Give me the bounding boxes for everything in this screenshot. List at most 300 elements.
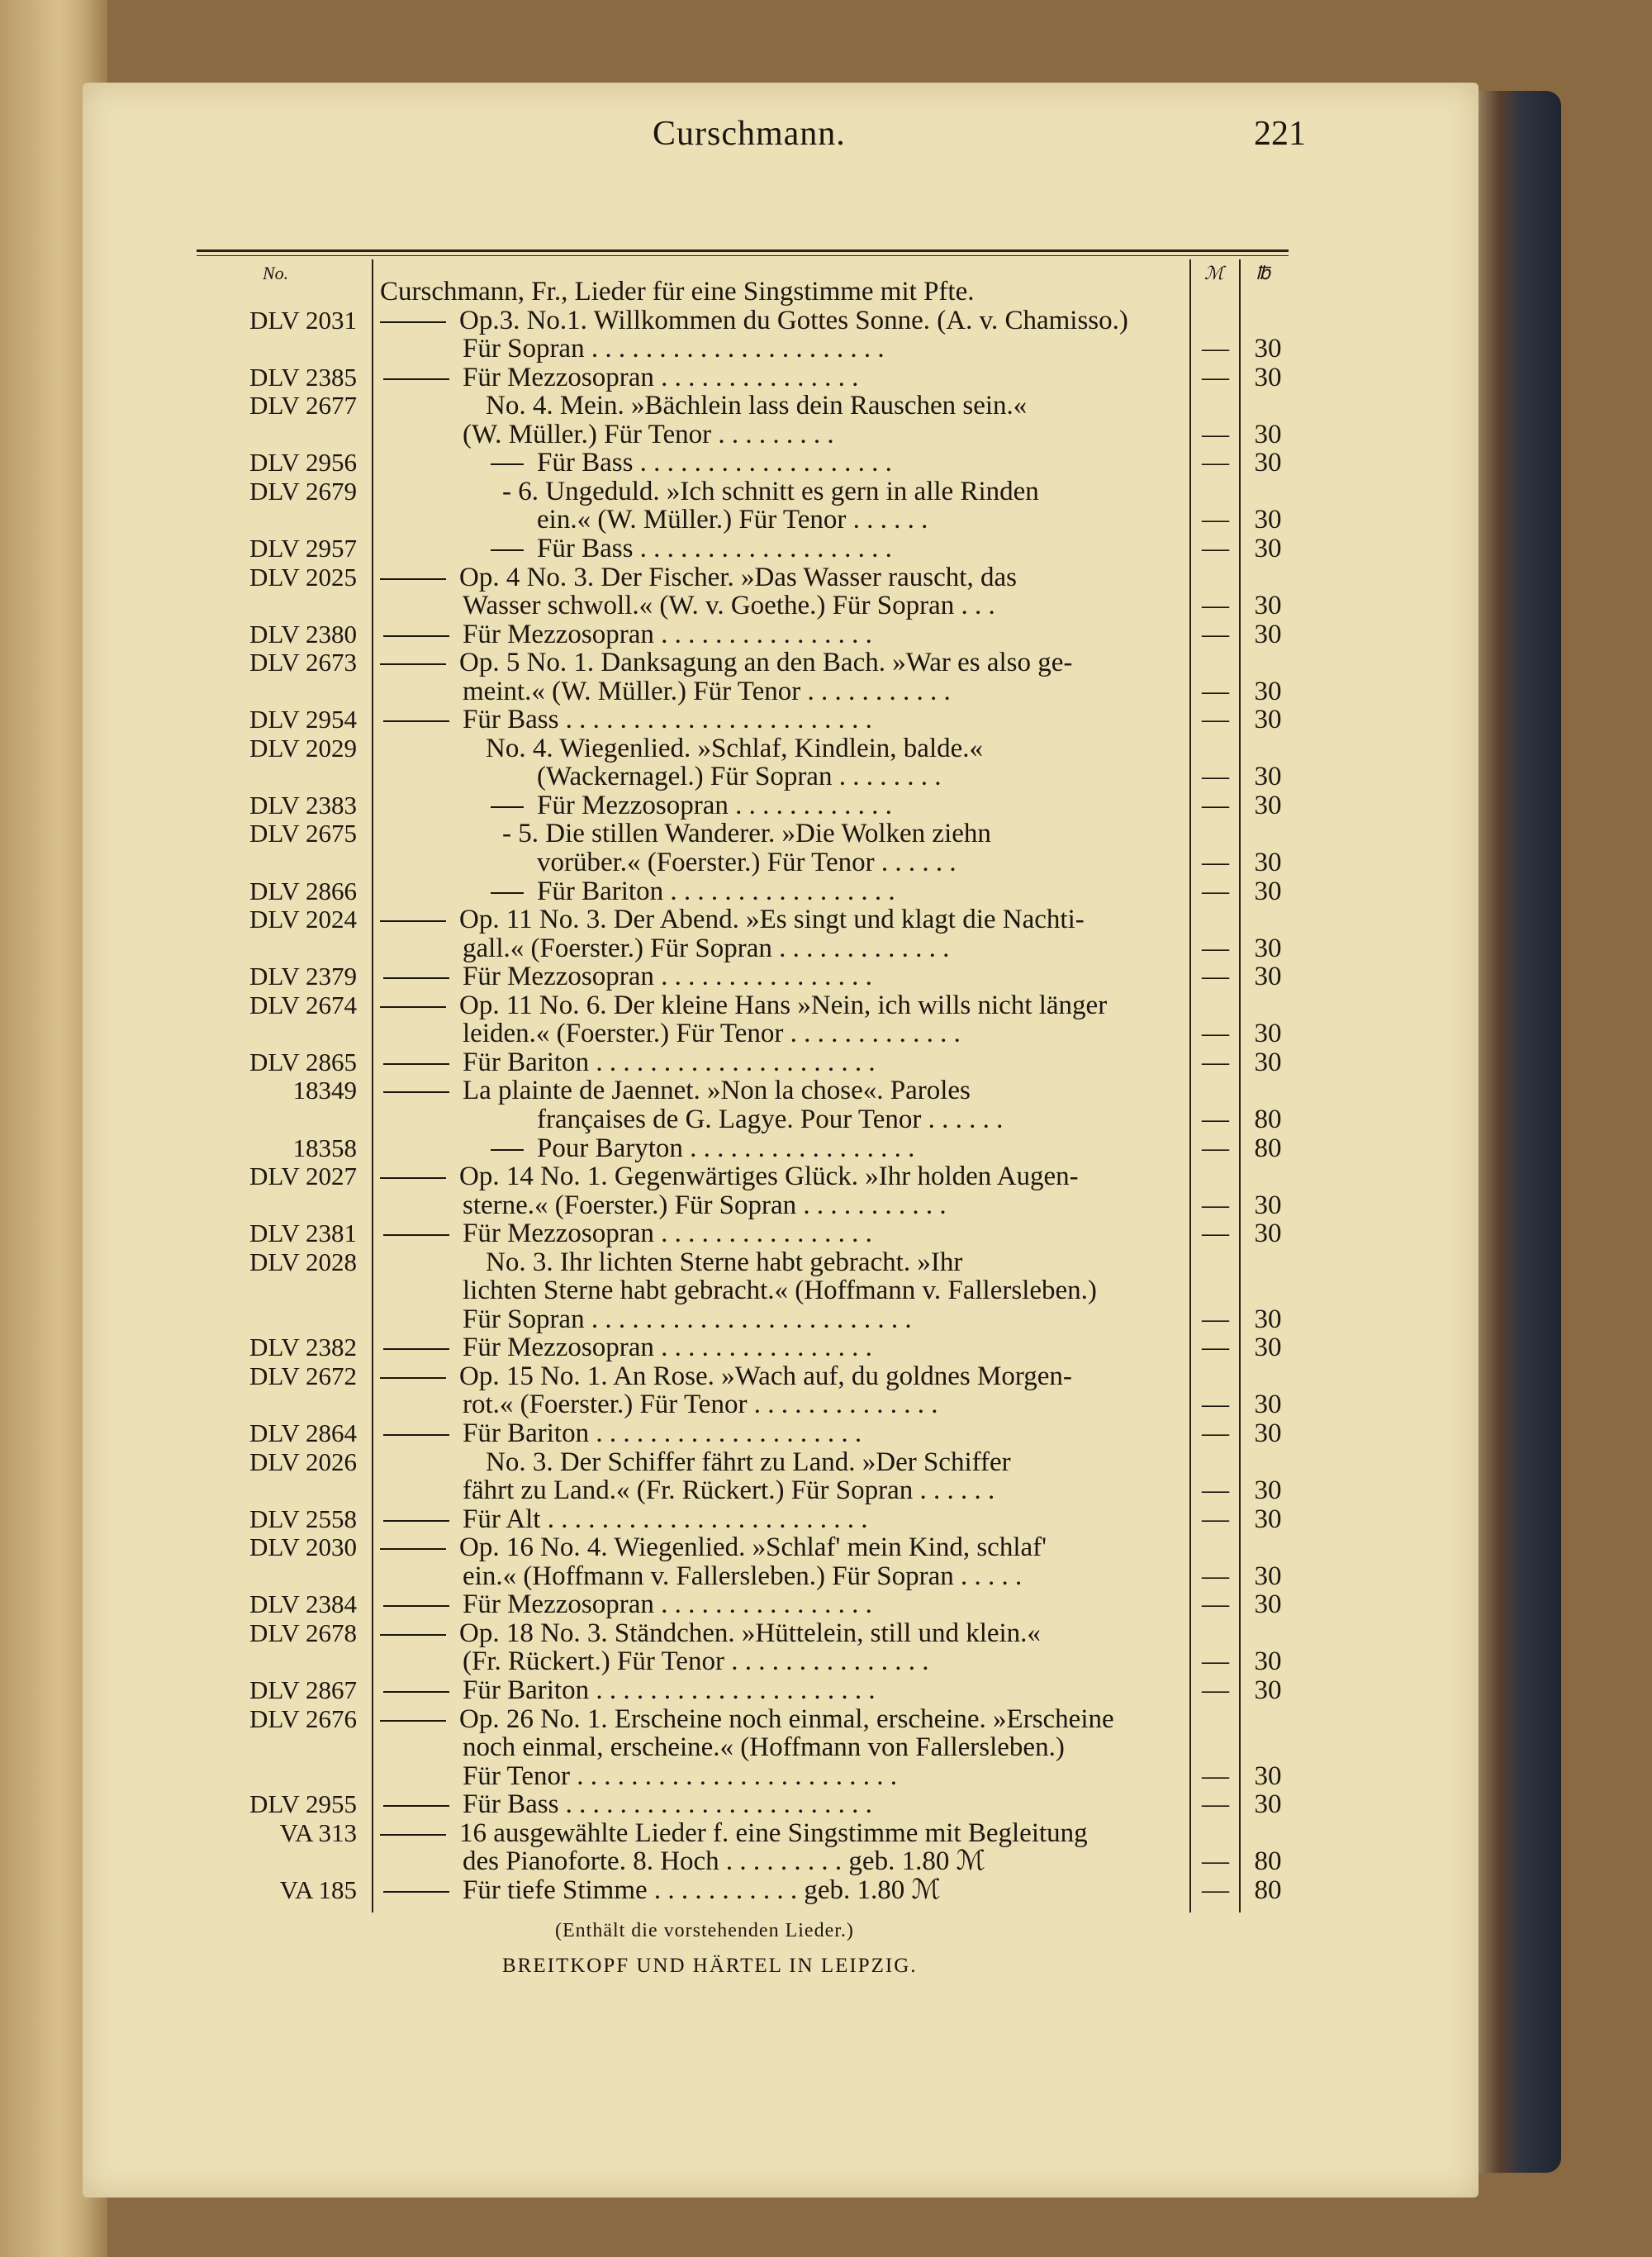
price-pfennig: 80 [1254, 1846, 1282, 1876]
price-pfennig: 30 [1254, 363, 1282, 392]
price-pfennig: 30 [1254, 677, 1282, 706]
catalog-number: 18349 [292, 1076, 357, 1105]
entry-description: Für Bariton . . . . . . . . . . . . . . . . . [537, 877, 895, 906]
ditto-dash [383, 1434, 449, 1436]
price-mark: — [1202, 1019, 1229, 1048]
list-item [0, 1305, 1404, 1333]
price-mark: — [1202, 1675, 1229, 1705]
price-pfennig: 30 [1254, 1675, 1282, 1705]
catalog-number: DLV 2379 [249, 962, 357, 991]
price-mark: — [1202, 934, 1229, 963]
entry-description: Op. 4 No. 3. Der Fischer. »Das Wasser rauscht, das [459, 563, 1017, 592]
entry-description: ein.« (Hoffmann v. Fallersleben.) Für Sopran . . . . . [463, 1561, 1023, 1591]
entry-description: Für Mezzosopran . . . . . . . . . . . . . . . . [463, 1219, 872, 1248]
ditto-dash [491, 1149, 524, 1151]
price-mark: — [1202, 591, 1229, 620]
entry-description: - 5. Die stillen Wanderer. »Die Wolken ziehn [502, 819, 991, 848]
price-mark: — [1202, 1789, 1229, 1819]
entry-description: des Pianoforte. 8. Hoch . . . . . . . . . geb. 1.80 ℳ [463, 1846, 985, 1876]
catalog-number: DLV 2382 [249, 1333, 357, 1361]
price-mark: — [1202, 1761, 1229, 1791]
catalog-number: DLV 2956 [249, 448, 357, 477]
entry-description: No. 3. Ihr lichten Sterne habt gebracht. »Ihr [486, 1247, 963, 1277]
entry-text [383, 1590, 872, 1618]
entry-text [463, 1733, 1065, 1761]
catalog-number: DLV 2675 [249, 819, 357, 848]
entry-text [383, 1048, 876, 1076]
list-item [0, 706, 1404, 734]
ditto-dash [380, 321, 446, 323]
list-item [0, 934, 1404, 962]
entry-text [486, 392, 1027, 420]
entry-text [537, 848, 957, 877]
entry-description: Für Bariton . . . . . . . . . . . . . . . . . . . . . [463, 1048, 876, 1077]
ditto-dash [383, 1520, 449, 1522]
catalog-number: DLV 2031 [249, 306, 357, 335]
entry-text [537, 506, 928, 534]
ditto-dash [380, 1177, 446, 1179]
entry-text [486, 1248, 962, 1276]
price-mark: — [1202, 1333, 1229, 1362]
entry-description: gall.« (Foerster.) Für Sopran . . . . . . . . . . . . . [463, 934, 950, 963]
price-mark: — [1202, 1219, 1229, 1248]
entry-description: (Fr. Rückert.) Für Tenor . . . . . . . . . . . . . . . [463, 1646, 929, 1676]
list-item [0, 1733, 1404, 1761]
running-title: Curschmann. [653, 115, 846, 153]
entry-description: Op. 14 No. 1. Gegenwärtiges Glück. »Ihr holden Augen- [459, 1162, 1079, 1191]
catalog-number: DLV 2029 [249, 734, 357, 763]
price-pfennig: 30 [1254, 1504, 1282, 1534]
entry-description: Op. 26 No. 1. Erscheine noch einmal, erscheine. »Erscheine [459, 1704, 1114, 1734]
ditto-dash [380, 1006, 446, 1008]
entry-text [486, 1448, 1011, 1476]
entry-text [463, 421, 834, 449]
price-mark: — [1202, 677, 1229, 706]
ditto-dash [383, 635, 449, 637]
list-item [0, 1676, 1404, 1704]
price-mark: — [1202, 1133, 1229, 1163]
catalog-number: DLV 2381 [249, 1219, 357, 1247]
price-pfennig: 30 [1254, 534, 1282, 563]
entry-text [380, 278, 974, 306]
list-item [0, 478, 1404, 506]
price-pfennig: 30 [1254, 1219, 1282, 1248]
entry-description: Für Bass . . . . . . . . . . . . . . . . . . . [537, 448, 892, 478]
price-mark: — [1202, 1875, 1229, 1905]
price-pfennig: 30 [1254, 1646, 1282, 1676]
list-item [0, 1533, 1404, 1561]
entry-description: meint.« (W. Müller.) Für Tenor . . . . . . . . . . . [463, 677, 951, 706]
catalog-number: 18358 [292, 1133, 357, 1162]
entry-text [502, 478, 1039, 506]
list-item [0, 1162, 1404, 1190]
list-item [0, 1647, 1404, 1675]
list-item [0, 763, 1404, 791]
entry-description: Wasser schwoll.« (W. v. Goethe.) Für Sopran . . . [463, 591, 995, 620]
entry-description: Für Mezzosopran . . . . . . . . . . . . . . . . [463, 1333, 872, 1362]
ditto-dash [380, 663, 446, 665]
price-mark: — [1202, 534, 1229, 563]
ditto-dash [491, 892, 524, 894]
entry-description: Für Bass . . . . . . . . . . . . . . . . . . . [537, 534, 892, 563]
list-item [0, 1705, 1404, 1733]
list-item [0, 1333, 1404, 1361]
entry-description: Curschmann, Fr., Lieder für eine Singstimme mit Pfte. [380, 277, 975, 306]
ditto-dash [383, 1605, 449, 1607]
price-pfennig: 80 [1254, 1105, 1282, 1134]
catalog-number: DLV 2027 [249, 1162, 357, 1190]
list-item [0, 734, 1404, 763]
price-pfennig: 30 [1254, 1761, 1282, 1791]
entry-text [491, 449, 892, 477]
entry-description: Für Bariton . . . . . . . . . . . . . . . . . . . . . [463, 1675, 876, 1705]
price-mark: — [1202, 962, 1229, 991]
list-item [0, 1048, 1404, 1076]
list-item [0, 1219, 1404, 1247]
ditto-dash [383, 977, 449, 979]
catalog-number: DLV 2864 [249, 1418, 357, 1447]
price-pfennig: 30 [1254, 505, 1282, 535]
price-pfennig: 80 [1254, 1875, 1282, 1905]
entry-text [383, 1676, 876, 1704]
list-item [0, 1790, 1404, 1818]
entry-description: Für Mezzosopran . . . . . . . . . . . . . . . . [463, 620, 872, 649]
price-mark: — [1202, 363, 1229, 392]
entry-text [491, 791, 892, 820]
entry-text [380, 1619, 1041, 1647]
entry-description: Für Mezzosopran . . . . . . . . . . . . . . . [463, 363, 859, 392]
list-item [0, 1448, 1404, 1476]
catalog-number: VA 313 [279, 1818, 357, 1847]
entry-text [463, 677, 951, 706]
entry-text [486, 734, 983, 763]
ditto-dash [383, 1091, 449, 1093]
ditto-dash [383, 1063, 449, 1065]
catalog-number: DLV 2558 [249, 1504, 357, 1533]
ditto-dash [380, 1634, 446, 1636]
list-item [0, 1476, 1404, 1504]
ditto-dash [491, 549, 524, 551]
entry-text [491, 877, 895, 905]
catalog-number: DLV 2385 [249, 363, 357, 392]
list-item [0, 535, 1404, 563]
entry-description: Für Alt . . . . . . . . . . . . . . . . . . . . . . . . [463, 1504, 868, 1534]
catalog-number: VA 185 [279, 1875, 357, 1904]
price-pfennig: 30 [1254, 1019, 1282, 1048]
entry-text [463, 1847, 985, 1875]
list-item [0, 962, 1404, 991]
list-item [0, 1876, 1404, 1904]
list-item [0, 335, 1404, 363]
list-item [0, 877, 1404, 905]
price-mark: — [1202, 705, 1229, 734]
list-item [0, 1505, 1404, 1533]
entry-description: No. 4. Mein. »Bächlein lass dein Rauschen sein.« [486, 391, 1028, 421]
entry-description: vorüber.« (Foerster.) Für Tenor . . . . . . [537, 848, 957, 877]
entry-description: Für Bass . . . . . . . . . . . . . . . . . . . . . . . [463, 705, 872, 734]
list-item [0, 848, 1404, 877]
ditto-dash [383, 720, 449, 722]
ditto-dash [383, 1891, 449, 1893]
price-mark: — [1202, 848, 1229, 877]
list-item [0, 1562, 1404, 1590]
list-item [0, 1076, 1404, 1105]
price-mark: — [1202, 1048, 1229, 1077]
price-mark: — [1202, 1475, 1229, 1505]
list-item [0, 563, 1404, 592]
entry-text [463, 1476, 995, 1504]
entry-description: leiden.« (Foerster.) Für Tenor . . . . . . . . . . . . . [463, 1019, 961, 1048]
price-pfennig: 30 [1254, 705, 1282, 734]
ditto-dash [380, 1720, 446, 1722]
ditto-dash [380, 1834, 446, 1836]
entry-description: Für Mezzosopran . . . . . . . . . . . . . . . . [463, 1589, 872, 1619]
entry-text [383, 1419, 862, 1447]
entry-description: Für tiefe Stimme . . . . . . . . . . . geb. 1.80 ℳ [463, 1875, 941, 1905]
ditto-dash [380, 578, 446, 580]
price-pfennig: 30 [1254, 1589, 1282, 1619]
list-item [0, 649, 1404, 677]
price-mark: — [1202, 1190, 1229, 1220]
price-pfennig: 30 [1254, 1190, 1282, 1220]
entry-text [463, 1647, 928, 1675]
price-pfennig: 30 [1254, 962, 1282, 991]
list-item [0, 1134, 1404, 1162]
entry-text [380, 1162, 1079, 1190]
list-item [0, 1276, 1404, 1304]
entry-description: - 6. Ungeduld. »Ich schnitt es gern in alle Rinden [502, 477, 1039, 506]
entry-text [463, 335, 885, 363]
entry-description: Pour Baryton . . . . . . . . . . . . . . . . . [537, 1133, 915, 1163]
list-item [0, 421, 1404, 449]
ditto-dash [491, 806, 524, 808]
list-item [0, 449, 1404, 477]
list-item [0, 1248, 1404, 1276]
ditto-dash [380, 1377, 446, 1379]
entry-text [380, 991, 1107, 1019]
column-header-pfennig: ℔ [1256, 263, 1270, 283]
entry-text [380, 306, 1128, 335]
entry-text [383, 1076, 971, 1105]
entry-text [383, 1790, 872, 1818]
price-pfennig: 30 [1254, 1475, 1282, 1505]
entry-description: Op.3. No.1. Willkommen du Gottes Sonne. (A. v. Chamisso.) [459, 306, 1128, 335]
entry-text [463, 1019, 961, 1048]
catalog-number: DLV 2957 [249, 534, 357, 563]
catalog-number: DLV 2955 [249, 1789, 357, 1818]
entry-text [537, 763, 941, 791]
header-rule [197, 249, 1289, 252]
price-mark: — [1202, 1418, 1229, 1448]
list-item [0, 1390, 1404, 1418]
price-pfennig: 30 [1254, 762, 1282, 791]
price-pfennig: 30 [1254, 1789, 1282, 1819]
entry-description: ein.« (W. Müller.) Für Tenor . . . . . . [537, 505, 928, 535]
header-rule-thin [197, 255, 1289, 256]
catalog-number: DLV 2672 [249, 1361, 357, 1390]
price-pfennig: 30 [1254, 1048, 1282, 1077]
entry-description: noch einmal, erscheine.« (Hoffmann von Fallersleben.) [463, 1732, 1065, 1762]
price-pfennig: 30 [1254, 934, 1282, 963]
publisher-footer: BREITKOPF UND HÄRTEL IN LEIPZIG. [502, 1955, 918, 1977]
price-mark: — [1202, 334, 1229, 363]
entry-description: 16 ausgewählte Lieder f. eine Singstimme mit Begleitung [459, 1818, 1088, 1848]
catalog-number: DLV 2867 [249, 1675, 357, 1704]
page-number: 221 [1254, 115, 1306, 153]
entry-text [502, 820, 991, 848]
entry-text [463, 934, 949, 962]
entry-description: Op. 15 No. 1. An Rose. »Wach auf, du goldnes Morgen- [459, 1361, 1072, 1391]
list-item [0, 1191, 1404, 1219]
price-pfennig: 30 [1254, 591, 1282, 620]
list-item [0, 1019, 1404, 1048]
catalog-number: DLV 2865 [249, 1048, 357, 1076]
entry-text [383, 620, 872, 649]
entry-description: rot.« (Foerster.) Für Tenor . . . . . . . . . . . . . . [463, 1390, 938, 1419]
entry-text [380, 1533, 1047, 1561]
catalog-number: DLV 2674 [249, 991, 357, 1019]
ditto-dash [383, 1234, 449, 1236]
entry-description: Für Bass . . . . . . . . . . . . . . . . . . . . . . . [463, 1789, 872, 1819]
ditto-dash [383, 1348, 449, 1350]
list-item [0, 278, 1404, 306]
entry-text [463, 1276, 1097, 1304]
column-header-no: No. [263, 263, 289, 283]
list-item [0, 1105, 1404, 1133]
entry-text [463, 1191, 947, 1219]
catalog-number: DLV 2954 [249, 705, 357, 734]
entry-description: Op. 11 No. 3. Der Abend. »Es singt und klagt die Nachti- [459, 905, 1085, 934]
entry-description: lichten Sterne habt gebracht.« (Hoffmann v. Fallersleben.) [463, 1276, 1097, 1305]
entry-description: La plainte de Jaennet. »Non la chose«. Paroles [463, 1076, 971, 1105]
price-mark: — [1202, 1846, 1229, 1876]
catalog-number: DLV 2673 [249, 648, 357, 677]
ditto-dash [383, 378, 449, 380]
price-mark: — [1202, 1589, 1229, 1619]
price-mark: — [1202, 1561, 1229, 1591]
entry-text [491, 535, 892, 563]
price-mark: — [1202, 448, 1229, 478]
entry-description: sterne.« (Foerster.) Für Sopran . . . . . . . . . . . [463, 1190, 947, 1220]
entry-text [463, 1562, 1022, 1590]
list-item [0, 1762, 1404, 1790]
entry-description: Op. 5 No. 1. Danksagung an den Bach. »War es also ge- [459, 648, 1073, 677]
entry-description: Für Mezzosopran . . . . . . . . . . . . . . . . [463, 962, 872, 991]
catalog-number: DLV 2678 [249, 1618, 357, 1647]
entry-description: Op. 16 No. 4. Wiegenlied. »Schlaf' mein Kind, schlaf' [459, 1532, 1047, 1562]
list-item [0, 677, 1404, 706]
list-item [0, 1847, 1404, 1875]
price-pfennig: 30 [1254, 1390, 1282, 1419]
entry-description: (Wackernagel.) Für Sopran . . . . . . . . [537, 762, 942, 791]
entry-description: Für Sopran . . . . . . . . . . . . . . . . . . . . . . [463, 334, 885, 363]
entry-text [383, 363, 858, 392]
entry-text [383, 706, 872, 734]
price-mark: — [1202, 420, 1229, 449]
price-pfennig: 30 [1254, 1333, 1282, 1362]
entry-description: Für Mezzosopran . . . . . . . . . . . . [537, 791, 892, 820]
price-mark: — [1202, 1390, 1229, 1419]
price-pfennig: 30 [1254, 1304, 1282, 1334]
list-item [0, 392, 1404, 420]
price-mark: — [1202, 1304, 1229, 1334]
price-pfennig: 30 [1254, 1418, 1282, 1448]
list-item [0, 905, 1404, 934]
entry-description: françaises de G. Lagye. Pour Tenor . . . . . . [537, 1105, 1004, 1134]
price-mark: — [1202, 762, 1229, 791]
catalog-number: DLV 2026 [249, 1447, 357, 1476]
catalog-number: DLV 2030 [249, 1532, 357, 1561]
list-item [0, 620, 1404, 649]
entry-text [380, 1705, 1114, 1733]
price-mark: — [1202, 791, 1229, 820]
entry-description: Für Tenor . . . . . . . . . . . . . . . . . . . . . . . . [463, 1761, 897, 1791]
price-pfennig: 30 [1254, 1561, 1282, 1591]
entry-text [383, 1505, 867, 1533]
entry-text [380, 649, 1072, 677]
entry-text [463, 1762, 897, 1790]
list-item [0, 791, 1404, 820]
price-mark: — [1202, 1504, 1229, 1534]
entry-description: No. 4. Wiegenlied. »Schlaf, Kindlein, balde.« [486, 734, 984, 763]
entry-text [380, 1819, 1088, 1847]
list-item [0, 1362, 1404, 1390]
price-pfennig: 80 [1254, 1133, 1282, 1163]
entry-description: Für Bariton . . . . . . . . . . . . . . . . . . . . [463, 1418, 862, 1448]
price-pfennig: 30 [1254, 877, 1282, 906]
entry-text [383, 1876, 941, 1904]
entry-description: Op. 11 No. 6. Der kleine Hans »Nein, ich wills nicht länger [459, 991, 1108, 1020]
list-item [0, 1419, 1404, 1447]
entry-text [463, 1390, 938, 1418]
list-item [0, 991, 1404, 1019]
list-item [0, 306, 1404, 335]
entry-text [491, 1134, 914, 1162]
ditto-dash [383, 1805, 449, 1807]
price-mark: — [1202, 877, 1229, 906]
list-item [0, 1619, 1404, 1647]
entry-text [380, 905, 1085, 934]
catalog-number: DLV 2025 [249, 563, 357, 592]
price-mark: — [1202, 1646, 1229, 1676]
ditto-dash [380, 920, 446, 922]
entry-description: No. 3. Der Schiffer fährt zu Land. »Der Schiffer [486, 1447, 1011, 1477]
price-mark: — [1202, 620, 1229, 649]
list-item [0, 1590, 1404, 1618]
list-item [0, 820, 1404, 848]
entry-text [383, 1219, 872, 1247]
ditto-dash [380, 1548, 446, 1550]
entry-description: (W. Müller.) Für Tenor . . . . . . . . . [463, 420, 834, 449]
entry-description: Für Sopran . . . . . . . . . . . . . . . . . . . . . . . . [463, 1304, 912, 1334]
price-pfennig: 30 [1254, 448, 1282, 478]
entry-text [537, 1105, 1003, 1133]
catalog-number: DLV 2676 [249, 1704, 357, 1733]
price-mark: — [1202, 1105, 1229, 1134]
catalog-number: DLV 2380 [249, 620, 357, 649]
entry-text [463, 1305, 912, 1333]
price-pfennig: 30 [1254, 620, 1282, 649]
price-mark: — [1202, 505, 1229, 535]
catalog-number: DLV 2384 [249, 1589, 357, 1618]
catalog-number: DLV 2866 [249, 877, 357, 905]
entry-text [380, 563, 1017, 592]
entry-description: Op. 18 No. 3. Ständchen. »Hüttelein, still und klein.« [459, 1618, 1041, 1648]
entry-text [463, 592, 995, 620]
list-item [0, 363, 1404, 392]
column-header-mark: ℳ [1204, 263, 1224, 283]
catalog-number: DLV 2679 [249, 477, 357, 506]
